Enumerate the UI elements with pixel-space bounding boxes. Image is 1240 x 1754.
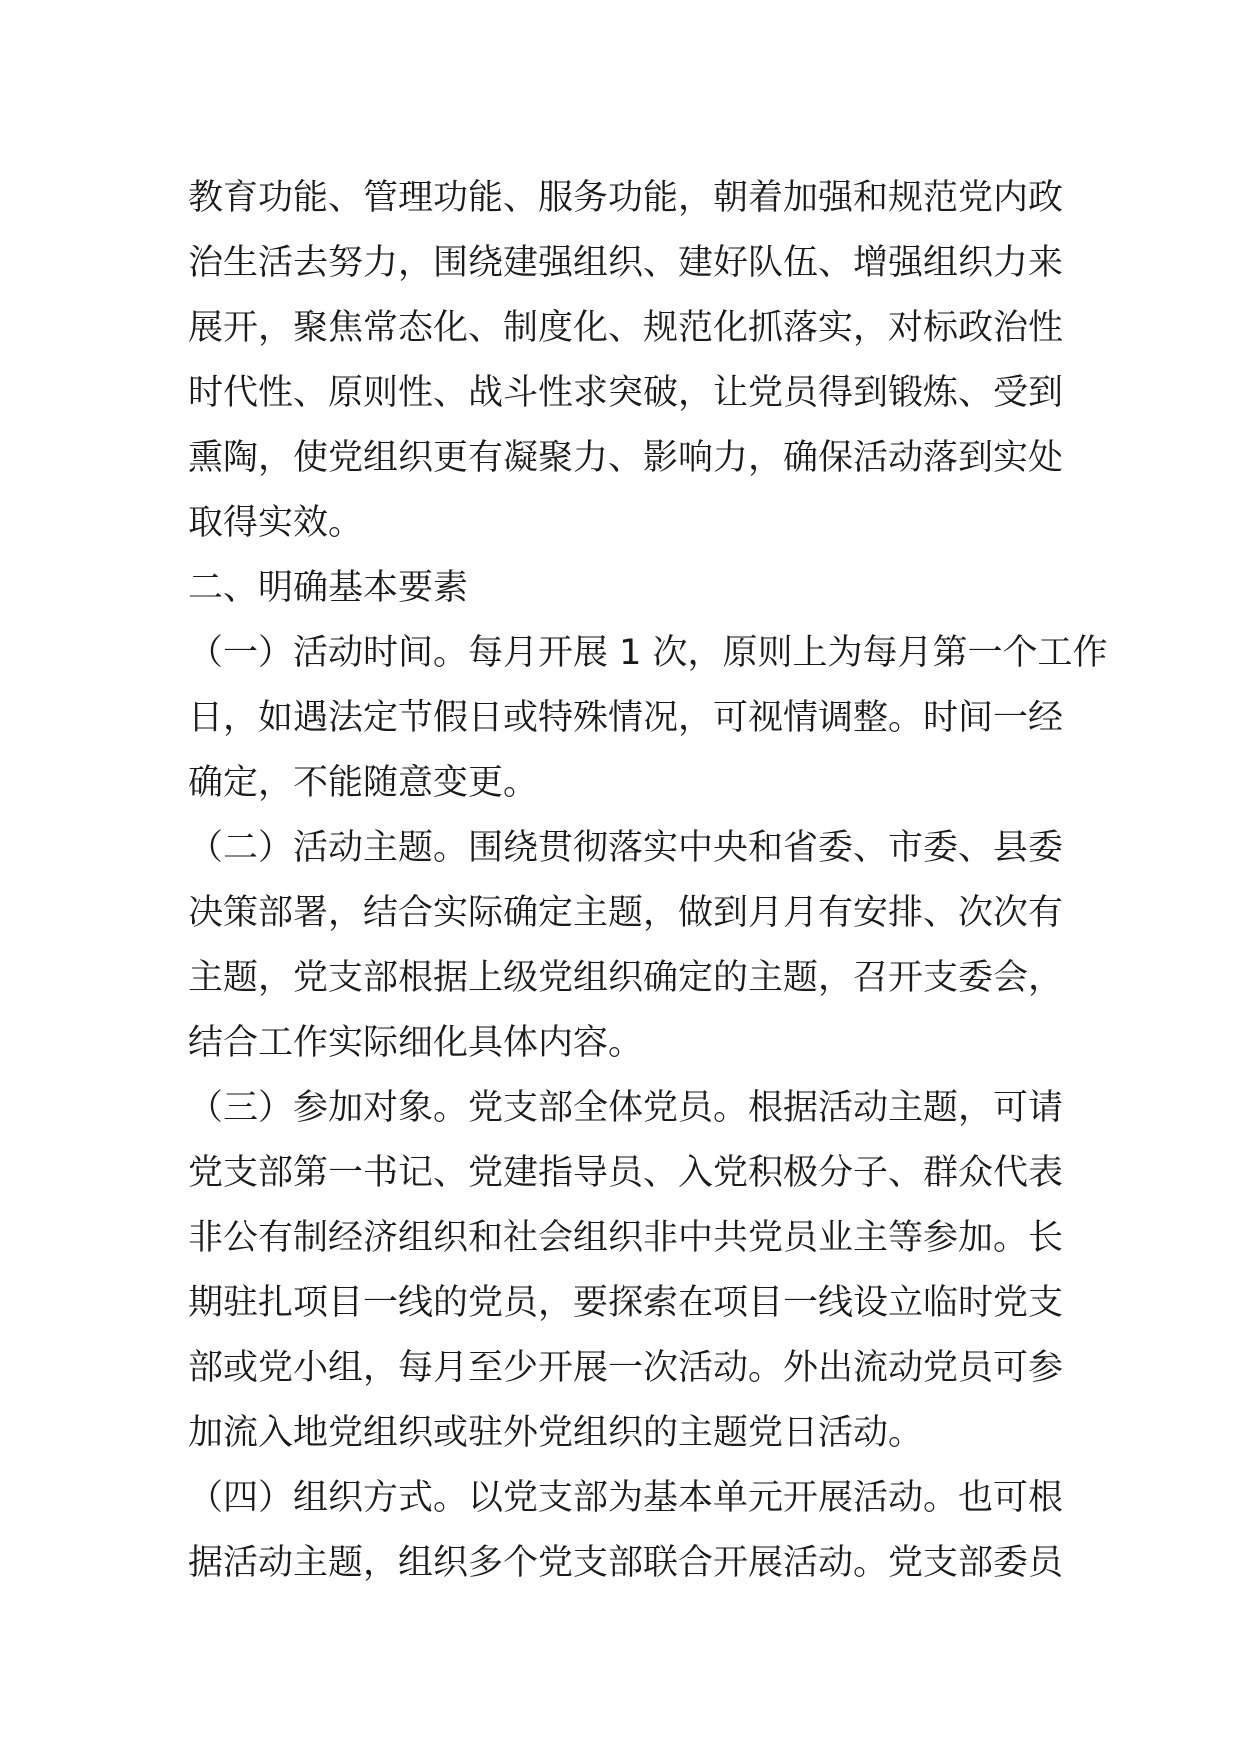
text-line: 展开，聚焦常态化、制度化、规范化抓落实，对标政治性: [188, 308, 1064, 348]
text-line: 取得实效。: [188, 503, 364, 543]
section-heading: 二、明确基本要素: [188, 568, 469, 608]
text-line: 主题，党支部根据上级党组织确定的主题，召开支委会，: [188, 958, 1064, 998]
document-body: [188, 166, 1108, 1596]
text-line: 据活动主题，组织多个党支部联合开展活动。党支部委员: [188, 1543, 1064, 1583]
text-line: 非公有制经济组织和社会组织非中共党员业主等参加。长: [188, 1218, 1064, 1258]
text-line: 期驻扎项目一线的党员，要探索在项目一线设立临时党支: [188, 1283, 1064, 1323]
text-line: （二）活动主题。围绕贯彻落实中央和省委、市委、县委: [188, 828, 1064, 868]
text-line: 时代性、原则性、战斗性求突破，让党员得到锻炼、受到: [188, 373, 1064, 413]
text-line: 结合工作实际细化具体内容。: [188, 1023, 644, 1063]
text-line: 治生活去努力，围绕建强组织、建好队伍、增强组织力来: [188, 243, 1064, 283]
text-line: （四）组织方式。以党支部为基本单元开展活动。也可根: [188, 1478, 1064, 1518]
text-line: 部或党小组，每月至少开展一次活动。外出流动党员可参: [188, 1348, 1064, 1388]
text-line: 教育功能、管理功能、服务功能，朝着加强和规范党内政: [188, 178, 1064, 218]
text-line: 决策部署，结合实际确定主题，做到月月有安排、次次有: [188, 893, 1064, 933]
text-line: 确定，不能随意变更。: [188, 763, 539, 803]
text-line: 熏陶，使党组织更有凝聚力、影响力，确保活动落到实处: [188, 438, 1064, 478]
text-line: 日，如遇法定节假日或特殊情况，可视情调整。时间一经: [188, 698, 1064, 738]
text-line: （一）活动时间。每月开展 1 次，原则上为每月第一个工作: [188, 633, 1108, 673]
text-line: 加流入地党组织或驻外党组织的主题党日活动。: [188, 1413, 924, 1453]
text-line: 党支部第一书记、党建指导员、入党积极分子、群众代表: [188, 1153, 1064, 1193]
text-line: （三）参加对象。党支部全体党员。根据活动主题，可请: [188, 1088, 1064, 1128]
